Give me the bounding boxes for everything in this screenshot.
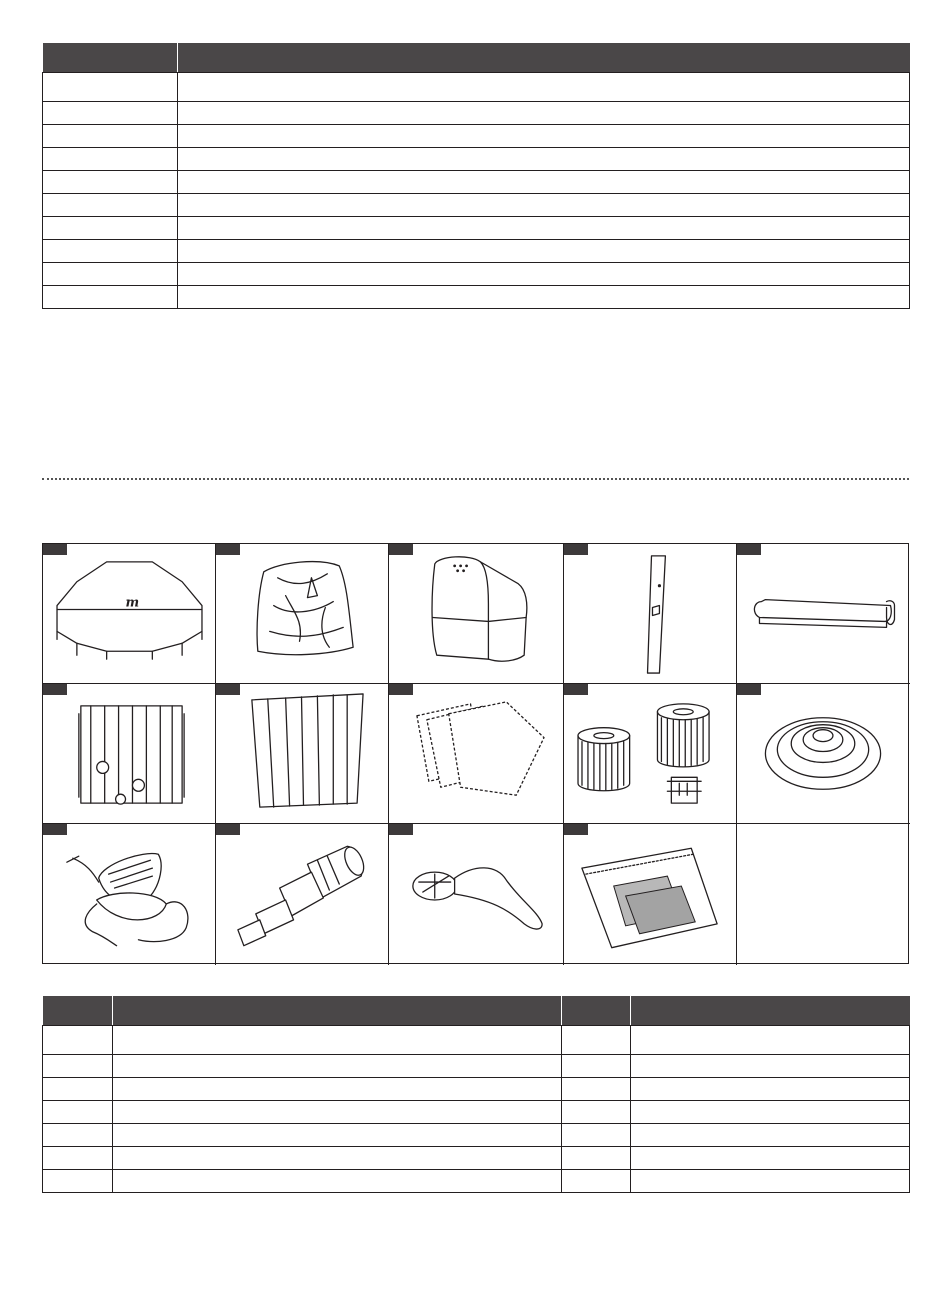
table-cell (113, 1055, 562, 1078)
parts-header-cell (631, 996, 910, 1026)
parts-grid (42, 543, 909, 964)
table-cell (631, 1124, 910, 1147)
parts-table-header (43, 996, 910, 1026)
table-row (43, 194, 910, 217)
table-row (43, 171, 910, 194)
table-cell (178, 148, 910, 171)
table-cell (113, 1101, 562, 1124)
part-cell (389, 544, 564, 684)
part-cell (216, 684, 389, 824)
table-row (43, 148, 910, 171)
table-row (43, 125, 910, 148)
side-wall-panel-icon (216, 684, 388, 823)
table-cell (43, 286, 178, 309)
floor-mat-tiles-icon (389, 684, 563, 823)
part-cell (43, 824, 216, 965)
pump-heater-unit-icon (389, 544, 563, 683)
foot-pump-icon (43, 824, 215, 965)
table-row (43, 1170, 910, 1193)
table-row (43, 73, 910, 102)
empty-cell (737, 824, 910, 965)
table-cell (562, 1055, 631, 1078)
cleaning-scoop-icon (389, 824, 563, 965)
table-row (43, 217, 910, 240)
spa-bag-icon (216, 544, 388, 683)
table-cell (631, 1101, 910, 1124)
table-row (43, 1147, 910, 1170)
table-row (43, 263, 910, 286)
table-cell (43, 1101, 113, 1124)
table-cell (43, 125, 178, 148)
table-cell (43, 102, 178, 125)
parts-table (42, 996, 910, 1193)
table-cell (562, 1101, 631, 1124)
table-cell (43, 1078, 113, 1101)
table-cell (113, 1124, 562, 1147)
table-cell (562, 1026, 631, 1055)
table-row (43, 1055, 910, 1078)
spec-header-cell (43, 43, 178, 73)
table-row (43, 1101, 910, 1124)
table-cell (43, 73, 178, 102)
table-cell (178, 171, 910, 194)
table-cell (178, 125, 910, 148)
table-cell (43, 1147, 113, 1170)
part-cell (43, 544, 216, 684)
table-cell (43, 240, 178, 263)
table-cell (562, 1124, 631, 1147)
table-row (43, 102, 910, 125)
table-row (43, 286, 910, 309)
part-cell (564, 824, 737, 965)
parts-header-cell (43, 996, 113, 1026)
part-cell (216, 824, 389, 965)
table-cell (43, 1124, 113, 1147)
table-row (43, 240, 910, 263)
table-cell (43, 217, 178, 240)
repair-patch-kit-icon (564, 824, 736, 965)
table-cell (178, 263, 910, 286)
table-cell (43, 1026, 113, 1055)
drain-plug-disc-icon (737, 684, 910, 823)
support-pole-icon (564, 544, 736, 683)
table-cell (43, 1055, 113, 1078)
table-row (43, 1078, 910, 1101)
table-row (43, 1026, 910, 1055)
part-cell (43, 684, 216, 824)
part-cell (737, 544, 910, 684)
part-cell (389, 824, 564, 965)
part-cell (216, 544, 389, 684)
part-cell (564, 684, 737, 824)
spa-liner-wall-icon (43, 684, 215, 823)
dotted-divider (42, 478, 909, 480)
table-cell (113, 1147, 562, 1170)
table-cell (562, 1078, 631, 1101)
table-cell (178, 240, 910, 263)
table-cell (631, 1170, 910, 1193)
table-cell (178, 217, 910, 240)
table-cell (113, 1026, 562, 1055)
table-cell (113, 1078, 562, 1101)
table-cell (562, 1147, 631, 1170)
hot-tub-cover-icon (43, 544, 215, 683)
table-cell (631, 1055, 910, 1078)
filter-cartridges-icon (564, 684, 736, 823)
table-cell (631, 1078, 910, 1101)
table-cell (43, 1170, 113, 1193)
table-cell (178, 73, 910, 102)
parts-header-cell (562, 996, 631, 1026)
table-cell (631, 1147, 910, 1170)
table-cell (178, 102, 910, 125)
table-cell (113, 1170, 562, 1193)
table-cell (43, 171, 178, 194)
table-cell (631, 1026, 910, 1055)
part-cell (564, 544, 737, 684)
table-cell (178, 286, 910, 309)
drain-valve-adapter-icon (216, 824, 388, 965)
table-cell (43, 194, 178, 217)
table-cell (178, 194, 910, 217)
svg-text:m: m (125, 595, 140, 611)
part-cell (389, 684, 564, 824)
spec-header-cell (178, 43, 910, 73)
spec-table (42, 43, 910, 309)
spec-table-header (43, 43, 910, 73)
table-cell (43, 263, 178, 286)
table-row (43, 1124, 910, 1147)
cover-strap-icon (737, 544, 910, 683)
table-cell (562, 1170, 631, 1193)
table-cell (43, 148, 178, 171)
parts-header-cell (113, 996, 562, 1026)
part-cell (737, 684, 910, 824)
